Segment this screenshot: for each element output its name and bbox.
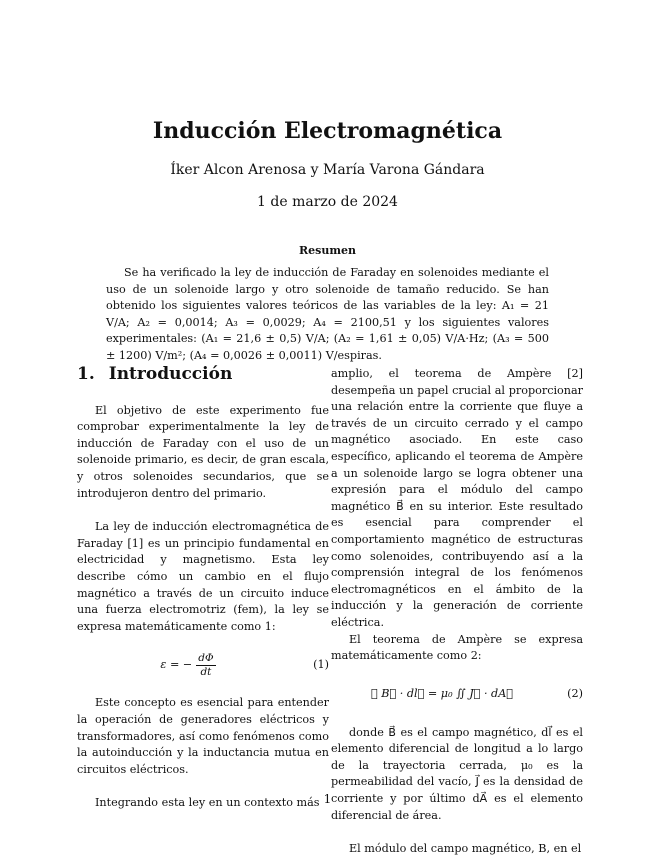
equation-2-label: (2) — [567, 687, 583, 701]
section-heading — [77, 366, 329, 383]
equation-1-denominator: dt — [200, 665, 212, 678]
page-number: 1 — [323, 792, 332, 806]
right-paragraph-2: El teorema de Ampère se expresa matemáticamente como 2: — [331, 632, 583, 663]
equation-2 — [331, 673, 583, 717]
equation-1-fraction — [196, 652, 215, 679]
equation-1-numerator: dΦ — [198, 651, 214, 664]
equation-1-label: (1) — [313, 658, 329, 672]
abstract-text: Se ha verificado la ley de inducción de Faraday en solenoides mediante el uso de un solenoide largo y otro solenoide de tamaño reducido. Se han obtenido los siguientes valores teóricos de las variables de la ley: A₁ = 21 V/A; A₂ = 0,0014; A₃ = 0,0029; A₄ = 2100,51 y los siguientes valores experimentales: (A₁ = 21,6 ± 0,5) V/A; (A₂ = 1,61 ± 0,05) V/A·Hz; (A₃ = 500 ± 1200) V/m²; (A₄ = 0,0026 ± 0,0011) V/espiras. — [106, 266, 549, 362]
equation-2-body: ∮ B⃗ · dl⃗ = μ₀ ∬ J⃗ · dA⃗ — [370, 687, 514, 701]
intro-paragraph-1: El objetivo de este experimento fue comprobar experimentalmente la ley de inducción de Faraday con el uso de un solenoide primario, es decir, de gran escala, y otros solenoides secundarios, que se introdujeron dentro del primario. — [77, 403, 329, 500]
section-number: 1. — [77, 364, 95, 384]
paper-authors: Íker Alcon Arenosa y María Varona Gándara — [170, 162, 485, 178]
section-title: Introducción — [108, 364, 233, 384]
paper-date: 1 de marzo de 2024 — [257, 194, 398, 210]
equation-1 — [77, 643, 329, 687]
intro-paragraph-3: Este concepto es esencial para entender la operación de generadores eléctricos y transformadores, así como fenómenos como la autoinducción y la inductancia mutua en circuitos eléctricos. — [77, 696, 329, 776]
abstract-body — [106, 265, 549, 365]
abstract-heading: Resumen — [299, 244, 356, 257]
right-column — [331, 366, 583, 858]
intro-paragraph-2: La ley de inducción electromagnética de Faraday [1] es un principio fundamental en electricidad y magnetismo. Esta ley describe cómo un cambio en el flujo magnético a través de un circuito induce una fuerza electromotriz (fem), la ley se expresa matemáticamente como 1: — [77, 520, 329, 633]
intro-paragraph-4: Integrando esta ley en un contexto más — [95, 796, 320, 810]
right-paragraph-4: El módulo del campo magnético, B, en el — [349, 842, 582, 856]
right-paragraph-3: donde B⃗ es el campo magnético, dl⃗ es el elemento diferencial de longitud a lo largo de la trayectoria cerrada, μ₀ es la permeabilidad del vacío, J⃗ es la densidad de corriente y por último dA⃗ es el elemento diferencial de área. — [331, 725, 583, 822]
right-paragraph-1: amplio, el teorema de Ampère [2] desempeña un papel crucial al proporcionar una relación entre la corriente que fluye a través de un circuito cerrado y el campo magnético asociado. En este caso específico, aplicando el teorema de Ampère a un solenoide largo se logra obtener una expresión para el módulo del campo magnético B⃗ en su interior. Este resultado es esencial para comprender el comportamiento magnético de estructuras como solenoides, contribuyendo así a la comprensión integral de los fenómenos electromagnéticos en el ámbito de la inducción y la generación de corriente eléctrica. — [331, 367, 583, 629]
paper-title: Inducción Electromagnética — [152, 118, 503, 144]
equation-1-lhs: ε = − — [160, 658, 193, 672]
left-column — [77, 366, 329, 812]
